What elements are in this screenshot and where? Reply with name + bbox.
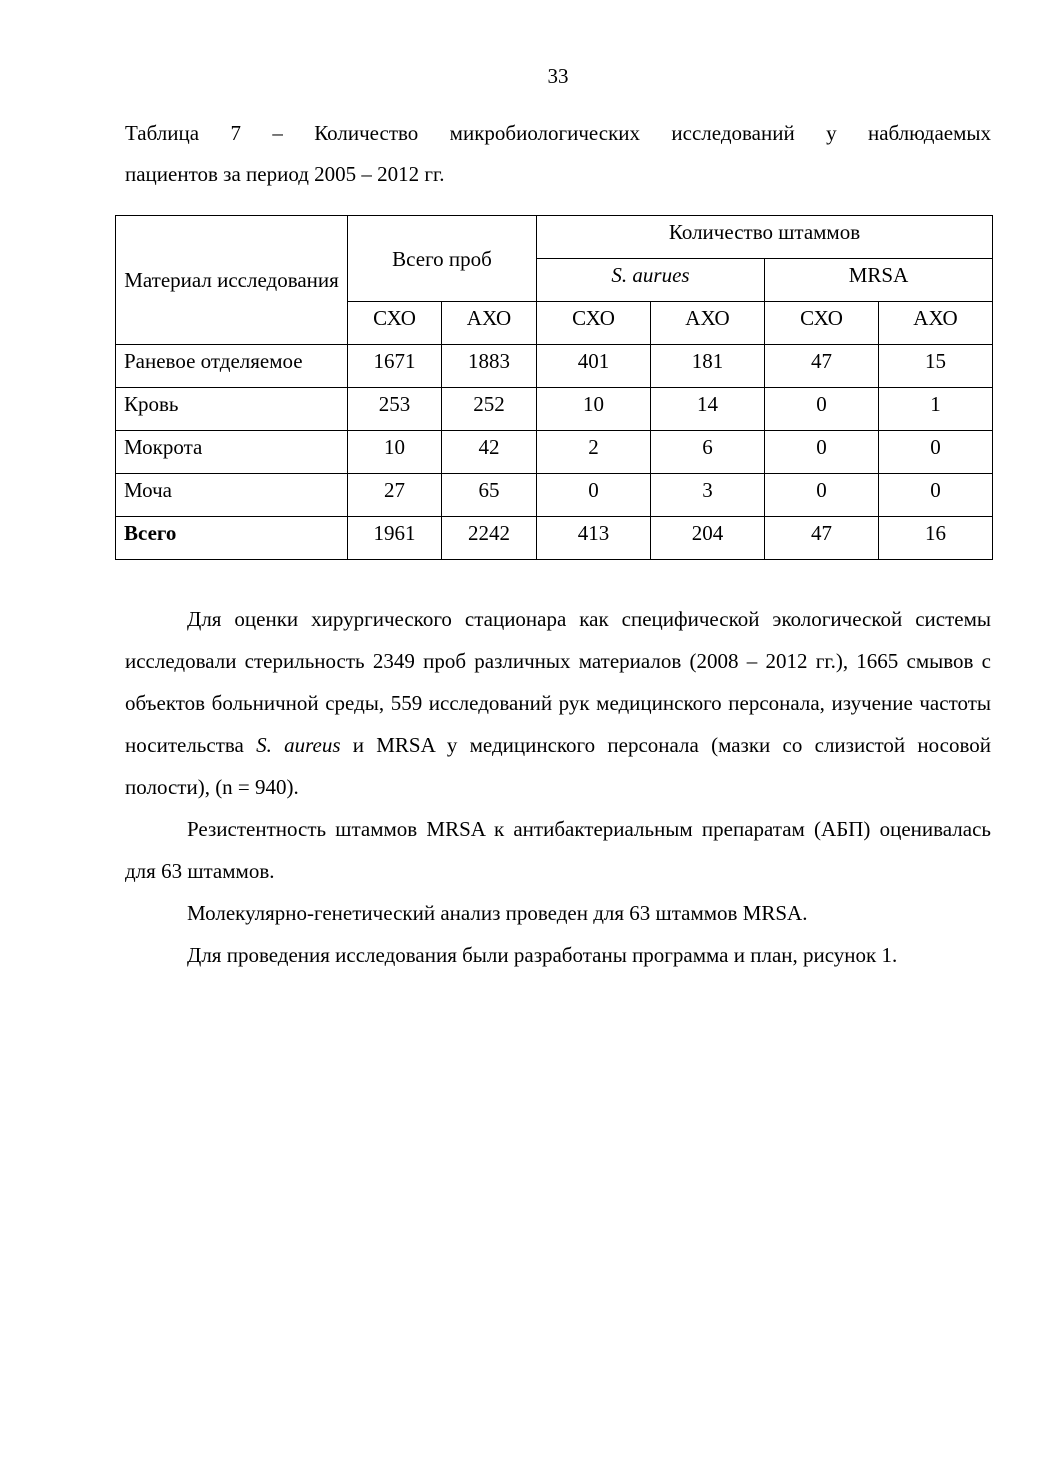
paragraph-2: Резистентность штаммов MRSA к антибактериальным препаратам (АБП) оценивалась для 63 штаммов. [125,817,991,883]
paragraph-1-part-b: и MRSA у медицинского персонала (мазки со слизистой носовой полости), (n = 940). [125,733,991,799]
table-cell: 181 [651,345,765,388]
table-cell: 10 [537,388,651,431]
row-label: Раневое отделяемое [116,345,348,388]
table-cell: 0 [879,431,993,474]
table-cell: 14 [651,388,765,431]
table-cell: 252 [442,388,537,431]
table-total-row [116,517,993,560]
header-sub-cell: СХО [537,302,651,345]
table-row [116,474,993,517]
table-cell: 2242 [442,517,537,560]
table-caption-line-2: пациентов за период 2005 – 2012 гг. [125,162,445,186]
table-cell: 42 [442,431,537,474]
table-cell: 1 [879,388,993,431]
row-label: Кровь [116,388,348,431]
table-cell: 1671 [348,345,442,388]
table-caption-line-1: Таблица 7 – Количество микробиологических исследований у наблюдаемых [125,121,991,145]
table-cell: 27 [348,474,442,517]
header-sub-cell: АХО [442,302,537,345]
table-cell: 6 [651,431,765,474]
table-cell: 65 [442,474,537,517]
data-table [115,215,993,560]
header-sub-cell: СХО [765,302,879,345]
table-cell: 253 [348,388,442,431]
table-cell: 0 [765,431,879,474]
table-cell: 1883 [442,345,537,388]
table-caption [125,113,991,195]
table-row [116,345,993,388]
paragraph-4: Для проведения исследования были разработаны программа и план, рисунок 1. [187,943,898,967]
paragraph-3: Молекулярно-генетический анализ проведен для 63 штаммов MRSA. [187,901,808,925]
table-cell: 413 [537,517,651,560]
row-label-total: Всего [116,517,348,560]
table-row [116,388,993,431]
table-cell: 3 [651,474,765,517]
paragraph-1 [125,598,991,808]
header-sub-cell: АХО [651,302,765,345]
header-sub-cell: СХО [348,302,442,345]
page-number: 33 [547,64,569,88]
row-label: Моча [116,474,348,517]
table-cell: 1961 [348,517,442,560]
table-cell: 0 [879,474,993,517]
paragraph-1-italic: S. aureus [256,733,341,757]
table-cell: 0 [765,474,879,517]
table-cell: 401 [537,345,651,388]
table-cell: 15 [879,345,993,388]
header-total-samples: Всего проб [348,216,537,302]
header-s-aureus: S. aurues [537,259,765,302]
table-cell: 47 [765,517,879,560]
table-cell: 204 [651,517,765,560]
table-cell: 0 [537,474,651,517]
table-cell: 0 [765,388,879,431]
paragraph-1-part-a: Для оценки хирургического стационара как специфической экологической системы исследовали стерильность 2349 проб различных материалов (2008 – 2012 гг.), 1665 смывов с объектов больничной среды, 559 исследований рук медицинского персонала, изучение частоты носительства [125,607,991,757]
table-row [116,431,993,474]
header-strains: Количество штаммов [537,216,993,259]
table-cell: 47 [765,345,879,388]
table-cell: 10 [348,431,442,474]
body-text [125,598,991,976]
row-label: Мокрота [116,431,348,474]
header-material: Материал исследования [116,216,348,345]
table-cell: 16 [879,517,993,560]
table-cell: 2 [537,431,651,474]
header-sub-cell: АХО [879,302,993,345]
table-header-row-1 [116,216,993,259]
header-mrsa: MRSA [765,259,993,302]
